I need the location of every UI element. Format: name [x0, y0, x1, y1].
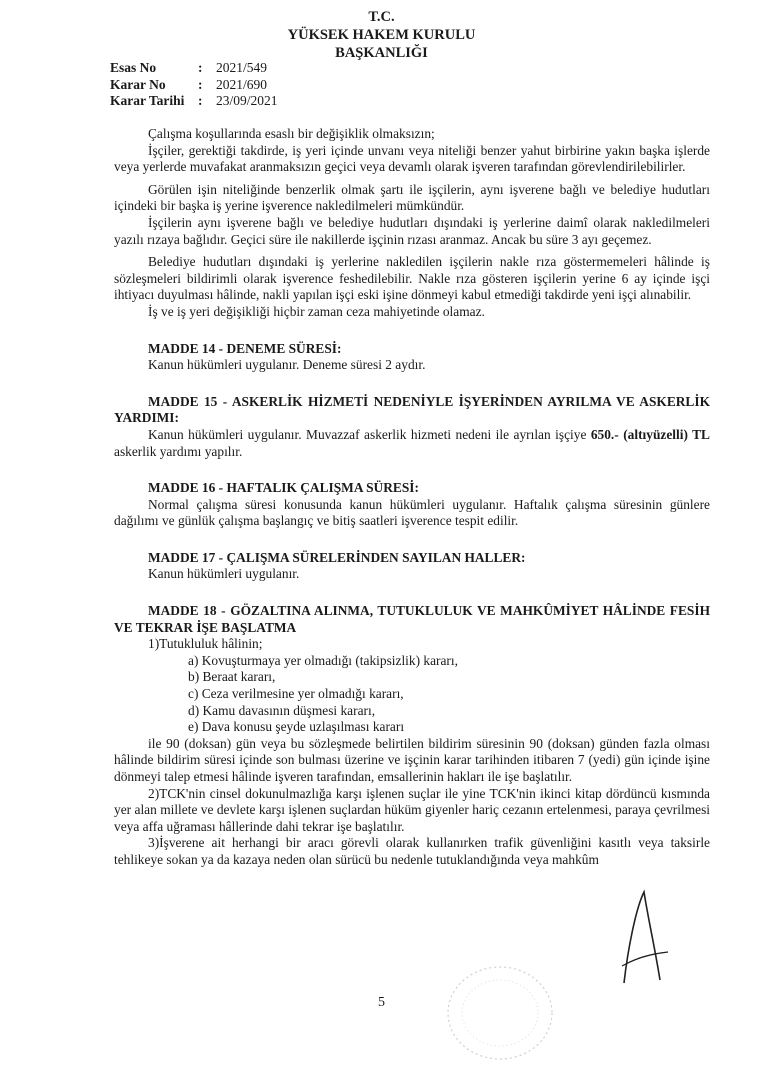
paragraph: İş ve iş yeri değişikliği hiçbir zaman ceza mahiyetinde olamaz.: [148, 303, 485, 319]
meta-label: Karar No: [110, 76, 166, 92]
meta-colon: :: [198, 93, 203, 108]
meta-value: 2021/690: [216, 76, 268, 92]
list-item: c) Ceza verilmesine yer olmadığı kararı,: [188, 686, 404, 702]
article-17-title: MADDE 17 - ÇALIŞMA SÜRELERİNDEN SAYILAN HALLER:: [148, 549, 526, 565]
article-15-text-a: Kanun hükümleri uygulanır. Muvazzaf askerlik hizmeti nedeni ile ayrılan işçiye: [148, 426, 591, 442]
meta-colon: :: [198, 76, 203, 92]
article-18-item-2: 2)TCK'nin cinsel dokunulmazlığa karşı işlenen suçlar ile yine TCK'nin ikinci kitap dördüncü kısmında yer alan millete ve devlete karşı işlenen suçlardan hüküm giyenler hariç cezanın ertelenmesi, paraya çevrilmesi veya affa uğraması hâllerinde dahi tekrar işe başlatılır.: [114, 785, 710, 834]
article-18-item-1-continued: ile 90 (doksan) gün veya bu sözleşmede belirtilen bildirim süresinin 90 (doksan) günden fazla olması hâlinde bildirim süresi içinde son bulması üzerine ve işçinin karar tarihinden itibaren 7 (yedi) gün içinde işine dönmeyi talep etmesi hâlinde işveren tarafından, emsallerinin hakları ile işe başlatılır.: [114, 735, 710, 784]
paragraph: İşçilerin aynı işverene bağlı ve belediye hudutları dışındaki iş yerlerine daimî olarak nakledilmeleri yazılı rızaya bağlıdır. Geçici süre ile nakillerde işçinin rızası aranmaz. Ancak bu süre 3 ayı geçemez.: [114, 214, 710, 247]
page-number: 5: [378, 995, 385, 1010]
paragraph: Belediye hudutları dışındaki iş yerlerine nakledilen işçilerin nakle rıza göstermemeleri hâlinde iş sözleşmeleri bildirimli olarak işverence feshedilebilir. Nakle rıza gösteren işçilerin yerine 6 ay içinde işçi ihtiyacı duyulması hâlinde, nakli yapılan işçi eski işine dönmeyi kabul etmediği takdirde yeni işçi alınabilir.: [114, 254, 710, 303]
list-item: b) Beraat kararı,: [188, 669, 276, 685]
article-17-text: Kanun hükümleri uygulanır.: [148, 566, 300, 582]
paragraph: Çalışma koşullarında esaslı bir değişiklik olmaksızın;: [148, 126, 435, 141]
list-item: d) Kamu davasının düşmesi kararı,: [188, 702, 376, 718]
article-15-title: MADDE 15 - ASKERLİK HİZMETİ NEDENİYLE İŞYERİNDEN AYRILMA VE ASKERLİK YARDIMI:: [114, 393, 710, 426]
meta-value: 23/09/2021: [216, 93, 278, 108]
paragraph: İşçiler, gerektiği takdirde, iş yeri içinde unvanı veya niteliği benzer yahut birbirine yakın başka işlerde veya yerlerde muvafakat aranmaksızın geçici veya devamlı olarak işveren tarafından görevlendirilebilirler.: [114, 142, 710, 175]
article-15-text: [114, 427, 710, 460]
article-14-title: MADDE 14 - DENEME SÜRESİ:: [148, 340, 342, 356]
article-16-text: Normal çalışma süresi konusunda kanun hükümleri uygulanır. Haftalık çalışma süresinin günlere dağılımı ve günlük çalışma başlangıç ve bitiş saatleri işverence tespit edilir.: [114, 496, 710, 529]
article-16-title: MADDE 16 - HAFTALIK ÇALIŞMA SÜRESİ:: [148, 480, 419, 496]
stamp-mark: [440, 958, 560, 1068]
meta-colon: :: [198, 60, 203, 75]
meta-row-esas: [110, 60, 278, 77]
document-body: [114, 126, 710, 869]
header-tc: T.C.: [368, 9, 395, 25]
meta-row-karar: [110, 77, 278, 94]
article-14-text: Kanun hükümleri uygulanır. Deneme süresi 2 aydır.: [148, 357, 426, 373]
paragraph: Görülen işin niteliğinde benzerlik olmak şartı ile işçilerin, aynı işverene bağlı ve belediye hudutları içindeki bir başka iş yerine işverence nakledilmeleri mümkündür.: [114, 181, 710, 214]
meta-label: Esas No: [110, 60, 157, 75]
list-item: e) Dava konusu şeyde uzlaşılması kararı: [188, 719, 405, 735]
article-15-text-c: askerlik yardımı yapılır.: [114, 443, 243, 459]
article-18-item-1: 1)Tutukluluk hâlinin;: [148, 636, 263, 652]
list-item: a) Kovuşturmaya yer olmadığı (takipsizlik) kararı,: [188, 652, 458, 668]
article-15-amount: 650.- (altıyüzelli) TL: [590, 426, 710, 442]
meta-value: 2021/549: [216, 60, 268, 75]
meta-label: Karar Tarihi: [110, 93, 185, 108]
header-institution: YÜKSEK HAKEM KURULU: [287, 27, 476, 43]
meta-row-date: [110, 93, 278, 110]
signature-mark: [614, 888, 674, 988]
case-meta: [110, 60, 278, 110]
article-18-item-3: 3)İşverene ait herhangi bir aracı görevli olarak kullanırken trafik güvenliğini kasıtlı veya taksirle tehlikeye sokan ya da kazaya neden olan sürücü bu nedenle tutuklandığında veya mahkûm: [114, 835, 710, 867]
header-presidency: BAŞKANLIĞI: [335, 45, 428, 61]
article-18-title: MADDE 18 - GÖZALTINA ALINMA, TUTUKLULUK VE MAHKÛMİYET HÂLİNDE FESİH VE TEKRAR İŞE BAŞLATMA: [114, 603, 710, 635]
